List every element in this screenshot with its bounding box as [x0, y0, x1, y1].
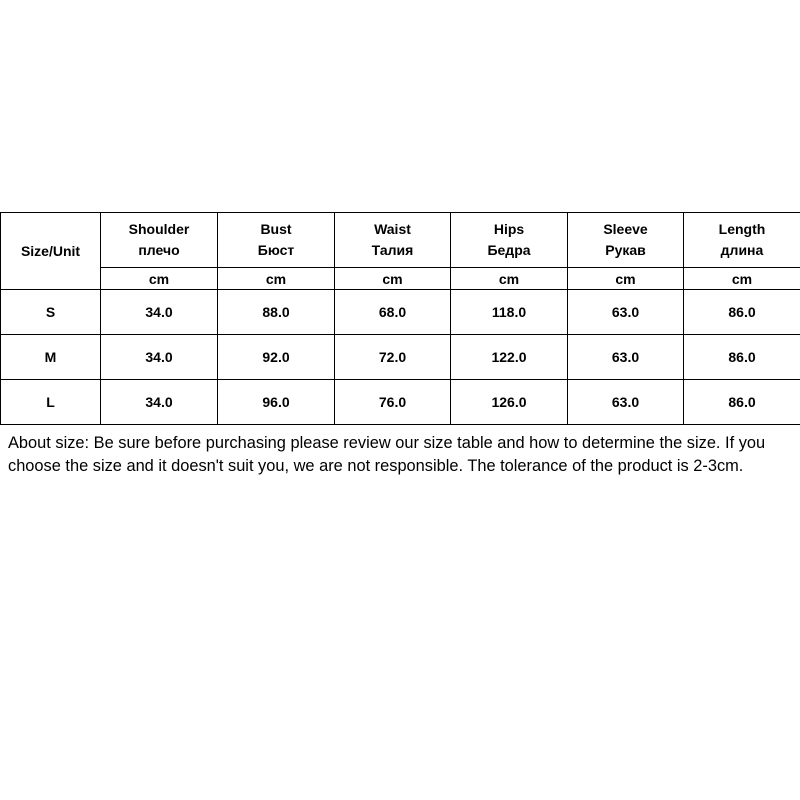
table-cell: 118.0: [451, 290, 568, 335]
table-cell: 86.0: [684, 335, 800, 380]
table-row-s: [1, 290, 800, 335]
unit-cell: cm: [335, 268, 451, 290]
size-chart-table: [0, 212, 800, 425]
size-disclaimer-text: About size: Be sure before purchasing please review our size table and how to determine the size. If you choose the size and it doesn't suit you, we are not responsible. The tolerance of the product is 2-3cm.: [8, 434, 766, 475]
table-cell: 63.0: [568, 380, 684, 425]
header-hips: [451, 213, 568, 268]
header-bust: [218, 213, 335, 268]
unit-cell: cm: [568, 268, 684, 290]
size-label: S: [1, 290, 101, 335]
header-ru: Бедра: [487, 242, 531, 258]
table-cell: 86.0: [684, 290, 800, 335]
table-cell: 34.0: [101, 290, 218, 335]
table-cell: 63.0: [568, 290, 684, 335]
corner-header: Size/Unit: [1, 213, 101, 290]
header-en: Hips: [493, 221, 525, 237]
header-row: [1, 213, 800, 268]
table-cell: 76.0: [335, 380, 451, 425]
table-cell: 122.0: [451, 335, 568, 380]
size-label: L: [1, 380, 101, 425]
header-ru: Бюст: [257, 242, 295, 258]
table-cell: 86.0: [684, 380, 800, 425]
header-ru: Талия: [371, 242, 414, 258]
header-en: Shoulder: [128, 221, 190, 237]
header-sleeve: [568, 213, 684, 268]
table-cell: 68.0: [335, 290, 451, 335]
header-ru: Рукав: [605, 242, 646, 258]
table-cell: 63.0: [568, 335, 684, 380]
header-en: Sleeve: [603, 221, 648, 237]
table-cell: 92.0: [218, 335, 335, 380]
table-cell: 126.0: [451, 380, 568, 425]
header-shoulder: [101, 213, 218, 268]
unit-cell: cm: [218, 268, 335, 290]
header-waist: [335, 213, 451, 268]
unit-cell: cm: [451, 268, 568, 290]
header-en: Bust: [260, 221, 292, 237]
header-en: Waist: [374, 221, 411, 237]
table-cell: 72.0: [335, 335, 451, 380]
header-ru: плечо: [138, 242, 180, 258]
table-cell: 96.0: [218, 380, 335, 425]
unit-cell: cm: [684, 268, 800, 290]
table-cell: 34.0: [101, 335, 218, 380]
header-length: [684, 213, 800, 268]
table-cell: 34.0: [101, 380, 218, 425]
table-cell: 88.0: [218, 290, 335, 335]
unit-row: [1, 268, 800, 290]
table-row-l: [1, 380, 800, 425]
header-ru: длина: [720, 242, 764, 258]
header-en: Length: [718, 221, 766, 237]
size-label: M: [1, 335, 101, 380]
unit-cell: cm: [101, 268, 218, 290]
table-row-m: [1, 335, 800, 380]
